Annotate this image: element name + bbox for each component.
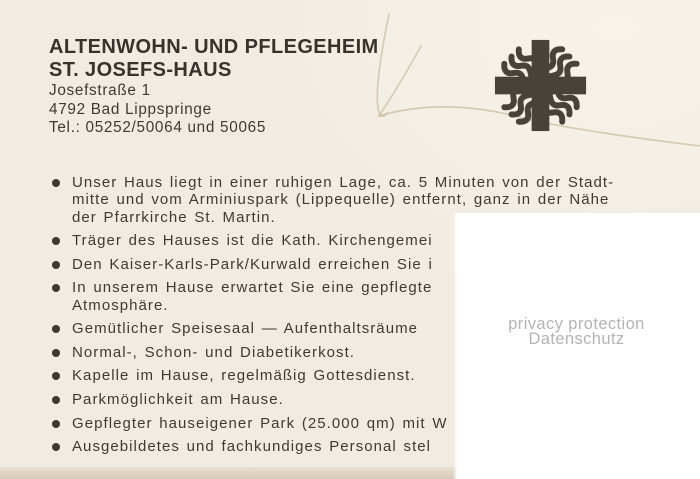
facility-header xyxy=(49,36,379,82)
caritas-flame-cross-icon xyxy=(494,39,587,132)
privacy-overlay xyxy=(453,213,700,479)
bullet-icon xyxy=(52,325,60,333)
info-line: Träger des Hauses ist die Kath. Kirchengemei xyxy=(72,232,433,250)
bullet-icon xyxy=(52,396,60,404)
watermark-line1: privacy protection xyxy=(508,315,645,333)
facility-address xyxy=(49,82,266,138)
info-line: Gemütlicher Speisesaal — Aufenthaltsräume xyxy=(72,320,419,338)
street-line: Josefstraße 1 xyxy=(49,82,151,99)
bullet-icon xyxy=(52,349,60,357)
city-line: 4792 Bad Lippspringe xyxy=(49,100,212,118)
info-line: mitte und vom Arminiuspark (Lippequelle) entfernt, ganz in der Nähe xyxy=(72,191,610,209)
bullet-icon xyxy=(52,372,60,380)
info-line: Kapelle im Hause, regelmäßig Gottesdienst. xyxy=(72,367,416,385)
bullet-icon xyxy=(52,261,60,269)
info-line: Gepflegter hauseigener Park (25.000 qm) mit W xyxy=(72,414,448,432)
bullet-icon xyxy=(52,237,60,245)
info-line: Atmosphäre. xyxy=(72,296,169,314)
info-line: Den Kaiser-Karls-Park/Kurwald erreichen Sie i xyxy=(72,255,433,273)
info-line: der Pfarrkirche St. Martin. xyxy=(72,208,276,226)
bullet-icon xyxy=(52,284,60,292)
info-line: Ausgebildetes und fachkundiges Personal stel xyxy=(72,438,432,456)
privacy-watermark xyxy=(453,317,700,347)
phone-line: Tel.: 05252/50064 und 50065 xyxy=(49,119,267,137)
bullet-icon xyxy=(52,443,60,451)
bullet-icon xyxy=(52,420,60,428)
info-line: Unser Haus liegt in einer ruhigen Lage, ca. 5 Minuten von der Stadt- xyxy=(72,174,615,191)
info-line: Parkmöglichkeit am Hause. xyxy=(72,391,284,409)
cross-shape xyxy=(495,40,586,131)
bullet-icon xyxy=(52,179,60,187)
info-line: Normal-, Schon- und Diabetikerkost. xyxy=(72,343,356,361)
facility-name-line2: ST. JOSEFS-HAUS xyxy=(49,59,232,81)
info-line: In unserem Hause erwartet Sie eine gepflegte xyxy=(72,279,433,297)
watermark-line2: Datenschutz xyxy=(528,330,625,348)
facility-name-line1: ALTENWOHN- UND PFLEGEHEIM xyxy=(49,36,379,58)
